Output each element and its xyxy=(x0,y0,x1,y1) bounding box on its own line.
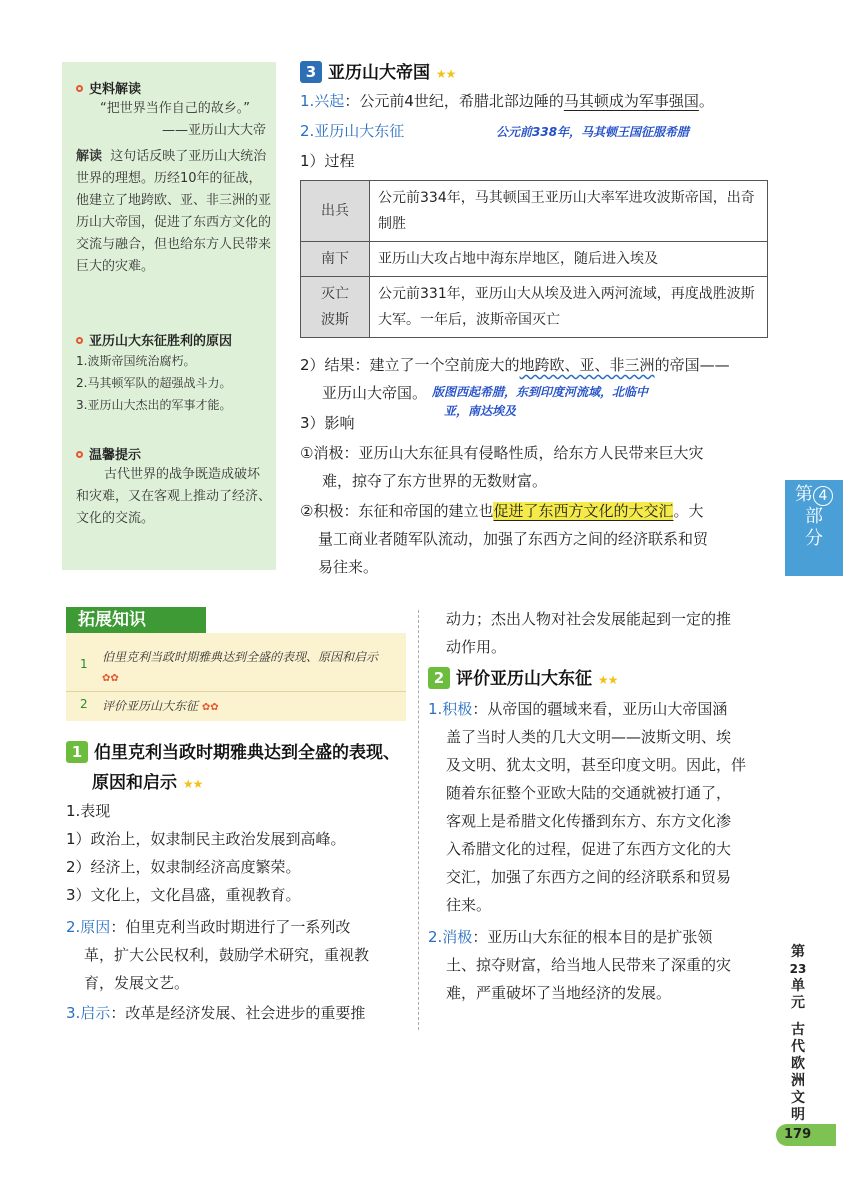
extension-box xyxy=(66,633,406,721)
section-number: 3 xyxy=(300,61,322,83)
process-table xyxy=(300,180,768,338)
topic1-reason: 2.原因：伯里克利当政时期进行了一系列改 xyxy=(66,918,351,936)
topic2-negative: 2.消极：亚历山大东征的根本目的是扩张领 xyxy=(428,928,713,946)
topic1-title-cont: 原因和启示 ★★ xyxy=(92,773,203,793)
topic2-positive-cont: 及文明、犹太文明，甚至印度文明。因此，伴 xyxy=(446,756,747,774)
rise-line: 1.兴起：公元前4世纪，希腊北部边陲的马其顿成为军事强国。 xyxy=(300,92,714,110)
extension-header: 拓展知识 xyxy=(66,607,206,633)
topic2-positive-cont: 客观上是希腊文化传播到东方、东方文化渗 xyxy=(446,812,732,830)
table-cell-head: 南下 xyxy=(301,242,370,277)
topic2-positive-cont: 入希腊文化的过程，促进了东西方文化的大 xyxy=(446,840,732,858)
topic1-insight-cont: 动作用。 xyxy=(446,638,507,656)
sidebar-interpretation: 解读 这句话反映了亚历山大统治世界的理想。历经10年的征战，他建立了地跨欧、亚、非三洲的亚历山大帝国，促进了东西方文化的交流与融合，但也给东方人民带来巨大的灾难。 xyxy=(76,149,272,274)
unit-title-label: 古 代 欧 洲 文 明 xyxy=(791,1022,805,1123)
topic2-positive-cont: 交汇，加强了东西方之间的经济联系和贸易 xyxy=(446,868,732,886)
topic1-reason-cont: 育，发展文艺。 xyxy=(84,974,190,992)
flower-stars-icon: ✿✿ xyxy=(102,673,119,684)
list-item: 1）政治上，奴隶制民主政治发展到高峰。 xyxy=(66,830,346,848)
topic2-number: 2 xyxy=(428,667,450,689)
topic1-reason-cont: 革，扩大公民权利，鼓励学术研究，重视教 xyxy=(84,946,370,964)
sidebar-heading-reasons: 亚历山大东征胜利的原因 xyxy=(76,330,232,349)
topic2-negative-cont: 难，严重破坏了当地经济的发展。 xyxy=(446,984,672,1002)
topic2-title: 2 评价亚历山大东征 ★★ xyxy=(428,664,617,689)
topic1-insight-cont: 动力；杰出人物对社会发展能起到一定的推 xyxy=(446,610,732,628)
extension-item: 伯里克利当政时期雅典达到全盛的表现、原因和启示 ✿✿ xyxy=(102,650,379,684)
page-number: 179 xyxy=(776,1124,836,1146)
handwritten-note-territory-1: 版图西起希腊，东到印度河流域，北临中 xyxy=(432,385,649,399)
table-row xyxy=(301,242,768,277)
topic1-title: 1 伯里克利当政时期雅典达到全盛的表现、 xyxy=(66,738,406,763)
table-row xyxy=(301,181,768,242)
table-cell-head: 出兵 xyxy=(301,181,370,242)
positive-impact-2: 量工商业者随军队流动，加强了东西方之间的经济联系和贸 xyxy=(318,530,709,548)
table-cell: 公元前334年，马其顿国王亚历山大率军进攻波斯帝国，出奇制胜 xyxy=(370,181,768,242)
sidebar-panel xyxy=(62,62,276,570)
stars-icon: ★★ xyxy=(182,777,203,791)
topic2-positive-cont: 盖了当时人类的几大文明——波斯文明、埃 xyxy=(446,728,732,746)
sidebar-heading-source: 史料解读 xyxy=(76,78,141,97)
stars-icon: ★★ xyxy=(435,67,456,81)
list-item: 2）经济上，奴隶制经济高度繁荣。 xyxy=(66,858,301,876)
section-title: 3 亚历山大帝国 ★★ xyxy=(300,58,455,83)
list-item: 2.马其顿军队的超强战斗力。 xyxy=(76,376,232,390)
topic2-positive: 1.积极：从帝国的疆域来看，亚历山大帝国涵 xyxy=(428,700,728,718)
table-cell: 公元前331年，亚历山大从埃及进入两河流域，再度战胜波斯大军。一年后，波斯帝国灭亡 xyxy=(370,277,768,338)
bullet-icon xyxy=(76,337,83,344)
positive-impact-1: ②积极：东征和帝国的建立也促进了东西方文化的大交汇。大 xyxy=(300,502,704,520)
stars-icon: ★★ xyxy=(597,673,618,687)
bullet-icon xyxy=(76,451,83,458)
process-label: 1）过程 xyxy=(300,152,355,170)
table-cell-head: 灭亡 波斯 xyxy=(301,277,370,338)
handwritten-note-territory-2: 亚，南达埃及 xyxy=(444,404,517,418)
extension-item-number: 2 xyxy=(80,697,88,711)
handwritten-note-expedition: 公元前338年，马其顿王国征服希腊 xyxy=(496,125,690,139)
list-item: 3.亚历山大杰出的军事才能。 xyxy=(76,398,232,412)
divider xyxy=(66,691,406,692)
topic1-insight: 3.启示：改革是经济发展、社会进步的重要推 xyxy=(66,1004,366,1022)
list-item: 1.波斯帝国统治腐朽。 xyxy=(76,354,196,368)
topic2-positive-cont: 往来。 xyxy=(446,896,492,914)
sidebar-heading-tip: 温馨提示 xyxy=(76,444,141,463)
sidebar-quote-attribution: ——亚历山大大帝 xyxy=(161,123,266,138)
topic1-performance-label: 1.表现 xyxy=(66,802,111,820)
topic1-number: 1 xyxy=(66,741,88,763)
part-tab: 第 4 部 分 xyxy=(785,480,843,576)
impact-label: 3）影响 xyxy=(300,414,355,432)
negative-impact-2: 难，掠夺了东方世界的无数财富。 xyxy=(322,472,548,490)
positive-impact-3: 易往来。 xyxy=(318,558,379,576)
list-item: 3）文化上，文化昌盛，重视教育。 xyxy=(66,886,301,904)
table-row xyxy=(301,277,768,338)
flower-stars-icon: ✿✿ xyxy=(201,702,219,713)
extension-item-number: 1 xyxy=(80,657,88,671)
negative-impact-1: ①消极：亚历山大东征具有侵略性质，给东方人民带来巨大灾 xyxy=(300,444,704,462)
unit-number-label: 第 23 单 元 xyxy=(789,944,807,1011)
sidebar-tip-text: 古代世界的战争既造成破坏和灾难，又在客观上推动了经济、文化的交流。 xyxy=(76,467,272,526)
bullet-icon xyxy=(76,85,83,92)
expedition-heading: 2.亚历山大东征 xyxy=(300,122,405,140)
table-cell: 亚历山大攻占地中海东岸地区，随后进入埃及 xyxy=(370,242,768,277)
extension-item: 评价亚历山大东征 ✿✿ xyxy=(102,699,219,713)
result-line-1: 2）结果：建立了一个空前庞大的地跨欧、亚、非三洲的帝国—— xyxy=(300,356,730,374)
topic2-positive-cont: 随着东征整个亚欧大陆的交通就被打通了， xyxy=(446,784,732,802)
sidebar-quote: “把世界当作自己的故乡。” xyxy=(100,101,250,116)
result-line-2: 亚历山大帝国。 xyxy=(322,384,428,402)
column-divider xyxy=(418,610,419,1030)
sidebar-reason-list xyxy=(76,350,272,416)
topic2-negative-cont: 土、掠夺财富，给当地人民带来了深重的灾 xyxy=(446,956,732,974)
